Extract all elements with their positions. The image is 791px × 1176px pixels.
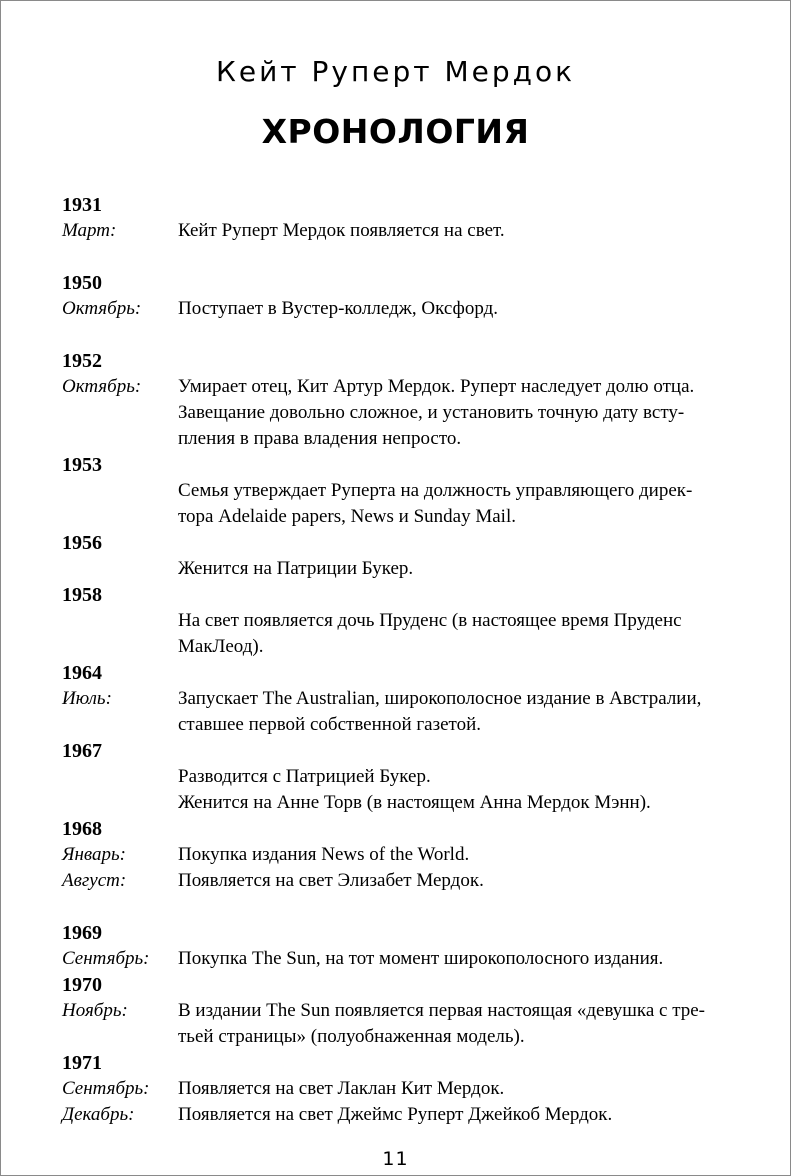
year-label: 1931 [62,194,102,216]
event-text-line: Покупка издания News of the World. [178,844,470,865]
event-text-line: В издании The Sun появляется первая настоящая «девушка с тре- [178,1000,706,1021]
event-text-line: Женится на Патриции Букер. [178,558,414,579]
event-text-line: Появляется на свет Элизабет Мердок. [178,870,484,891]
event-text-line: Появляется на свет Лаклан Кит Мердок. [178,1078,505,1099]
event-text-line: Умирает отец, Кит Артур Мердок. Руперт наследует долю отца. [178,376,695,397]
event-text-line: Появляется на свет Джеймс Руперт Джейкоб Мердок. [178,1104,613,1125]
event-text-line: тьей страницы» (полуобнаженная модель). [178,1026,525,1047]
month-label: Сентябрь: [62,948,150,969]
year-label: 1950 [62,272,102,294]
month-label: Декабрь: [62,1104,135,1125]
month-label: Сентябрь: [62,1078,150,1099]
month-label: Октябрь: [62,298,142,319]
year-label: 1970 [62,974,102,996]
month-label: Август: [62,870,127,891]
event-text-line: пления в права владения непросто. [178,428,462,449]
author-name: Кейт Руперт Мердок [215,55,576,88]
year-label: 1964 [62,662,102,684]
event-text-line: Покупка The Sun, на тот момент широкополосного издания. [178,948,664,969]
month-label: Ноябрь: [62,1000,128,1021]
page-number: 11 [382,1148,409,1170]
month-label: Июль: [62,688,112,709]
event-text-line: ставшее первой собственной газетой. [178,714,481,735]
page-title: ХРОНОЛОГИЯ [261,112,530,151]
event-text-line: Кейт Руперт Мердок появляется на свет. [178,220,505,241]
year-label: 1967 [62,740,102,762]
year-label: 1969 [62,922,102,944]
event-text-line: Женится на Анне Торв (в настоящем Анна Мердок Мэнн). [178,792,651,813]
event-text-line: МакЛеод). [178,636,264,657]
event-text-line: Семья утверждает Руперта на должность управляющего дирек- [178,480,693,501]
year-label: 1956 [62,532,102,554]
event-text-line: Завещание довольно сложное, и установить точную дату всту- [178,402,685,423]
event-text-line: Запускает The Australian, широкополосное издание в Австралии, [178,688,702,709]
event-text-line: Поступает в Вустер-колледж, Оксфорд. [178,298,498,319]
month-label: Октябрь: [62,376,142,397]
month-label: Январь: [62,844,127,865]
event-text-line: Разводится с Патрицией Букер. [178,766,431,787]
event-text-line: На свет появляется дочь Пруденс (в настоящее время Пруденс [178,610,682,631]
event-text-line: тора Adelaide papers, News и Sunday Mail. [178,506,516,527]
year-label: 1953 [62,454,102,476]
year-label: 1971 [62,1052,102,1074]
year-label: 1952 [62,350,102,372]
year-label: 1968 [62,818,102,840]
year-label: 1958 [62,584,102,606]
month-label: Март: [62,220,117,241]
